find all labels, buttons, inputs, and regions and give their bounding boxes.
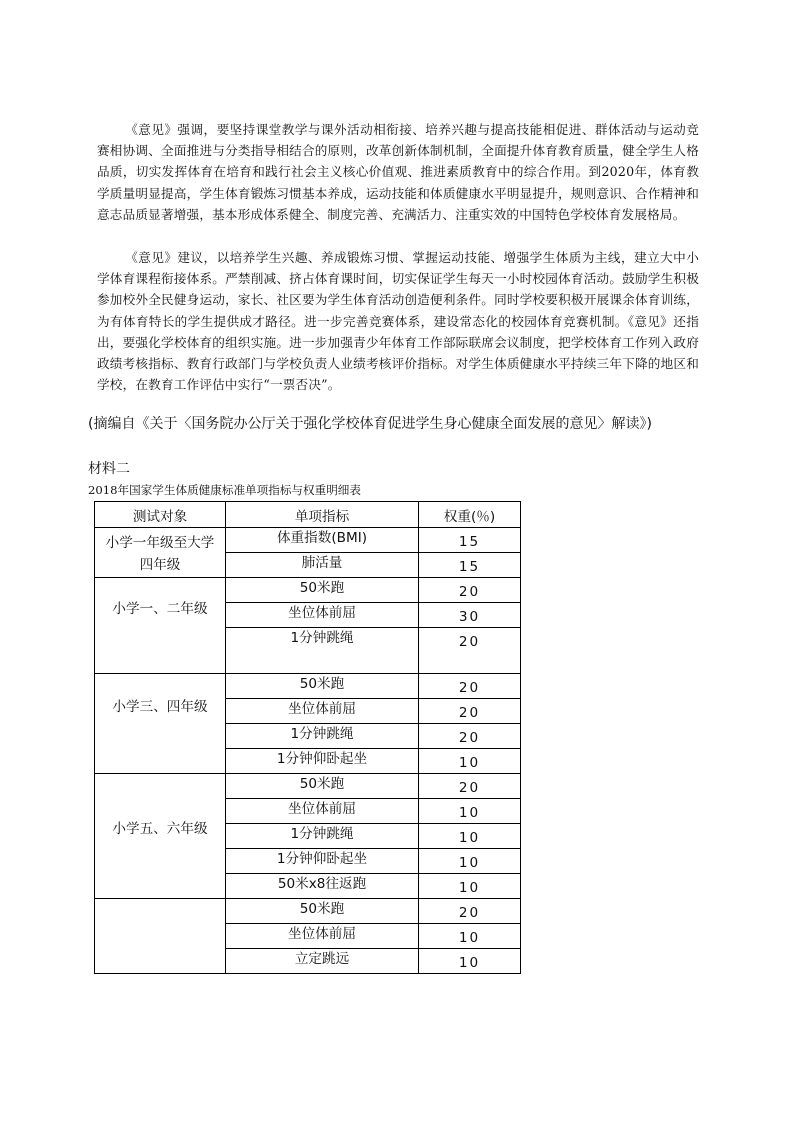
weight-cell: 20 [419, 578, 521, 603]
indicator-cell: 50米跑 [226, 899, 419, 924]
weight-cell: 10 [419, 824, 521, 849]
weight-cell: 20 [419, 699, 521, 724]
weight-cell: 10 [419, 874, 521, 899]
source-citation: (摘编自《关于〈国务院办公厅关于强化学校体育促进学生身心健康全面发展的意见〉解读》) [88, 416, 652, 432]
table-row [95, 674, 521, 699]
group-object: 小学一年级至大学四年级 [105, 535, 215, 573]
indicator-cell: 50米跑 [226, 578, 419, 603]
indicator-cell: 立定跳远 [226, 949, 419, 974]
group-object-cell [95, 899, 226, 974]
indicator-cell: 1分钟跳绳 [226, 724, 419, 749]
indicator-cell: 50米x8往返跑 [226, 874, 419, 899]
weights-table [94, 501, 521, 974]
group-object: 小学一、二年级 [112, 601, 208, 617]
group-object-cell [95, 674, 226, 774]
group-object-cell [95, 774, 226, 899]
group-object: 小学五、六年级 [112, 821, 208, 837]
weight-cell: 20 [419, 774, 521, 799]
indicator-cell: 肺活量 [226, 553, 419, 578]
header-weight: 权重(％) [419, 502, 521, 528]
table-title: 2018年国家学生体质健康标准单项指标与权重明细表 [88, 483, 361, 497]
weight-cell: 10 [419, 949, 521, 974]
indicator-cell: 1分钟仰卧起坐 [226, 849, 419, 874]
indicator-cell: 50米跑 [226, 774, 419, 799]
table-row [95, 899, 521, 924]
weight-cell: 20 [419, 899, 521, 924]
weight-cell: 10 [419, 924, 521, 949]
weight-cell: 15 [419, 553, 521, 578]
indicator-cell: 1分钟仰卧起坐 [226, 749, 419, 774]
weight-cell: 20 [419, 674, 521, 699]
weight-cell: 20 [419, 724, 521, 749]
weight-cell: 30 [419, 603, 521, 628]
group-object-cell [95, 578, 226, 674]
table-header-row [95, 502, 521, 528]
table-row [95, 528, 521, 553]
indicator-cell: 坐位体前屈 [226, 799, 419, 824]
weight-cell: 20 [419, 628, 521, 674]
weight-cell: 15 [419, 528, 521, 553]
header-object: 测试对象 [95, 502, 226, 528]
indicator-cell: 1分钟跳绳 [226, 824, 419, 849]
indicator-cell: 50米跑 [226, 674, 419, 699]
material-label: 材料二 [88, 461, 130, 477]
table-row [95, 774, 521, 799]
weight-cell: 10 [419, 799, 521, 824]
indicator-cell: 坐位体前屈 [226, 699, 419, 724]
group-object: 小学三、四年级 [112, 699, 208, 715]
indicator-cell: 坐位体前屈 [226, 603, 419, 628]
table-row [95, 578, 521, 603]
indicator-cell: 坐位体前屈 [226, 924, 419, 949]
paragraph-1: 《意见》强调，要坚持课堂教学与课外活动相衔接、培养兴趣与提高技能相促进、群体活动与运动竞赛相协调、全面推进与分类指导相结合的原则，改革创新体制机制，全面提升体育教育质量，健全学生人格品质，切实发挥体育在培育和践行社会主义核心价值观、推进素质教育中的综合作用。到2020年，体育教学质量明显提高，学生体育锻炼习惯基本养成，运动技能和体质健康水平明显提升，规则意识、合作精神和意志品质显著增强，基本形成体系健全、制度完善、充满活力、注重实效的中国特色学校体育发展格局。 [97, 122, 699, 222]
weight-cell: 10 [419, 749, 521, 774]
weight-cell: 10 [419, 849, 521, 874]
indicator-cell: 体重指数(BMI) [226, 528, 419, 553]
group-object-cell [95, 528, 226, 578]
header-indicator: 单项指标 [226, 502, 419, 528]
indicator-cell: 1分钟跳绳 [226, 628, 419, 674]
paragraph-2: 《意见》建议，以培养学生兴趣、养成锻炼习惯、掌握运动技能、增强学生体质为主线，建立大中小学体育课程衔接体系。严禁削减、挤占体育课时间，切实保证学生每天一小时校园体育活动。鼓励学生积极参加校外全民健身运动，家长、社区要为学生体育活动创造便利条件。同时学校要积极开展课余体育训练，为有体育特长的学生提供成才路径。进一步完善竞赛体系，建设常态化的校园体育竞赛机制。《意见》还指出，要强化学校体育的组织实施。进一步加强青少年体育工作部际联席会议制度，把学校体育工作列入政府政绩考核指标、教育行政部门与学校负责人业绩考核评价指标。对学生体质健康水平持续三年下降的地区和学校，在教育工作评估中实行“一票否决”。 [97, 250, 699, 393]
